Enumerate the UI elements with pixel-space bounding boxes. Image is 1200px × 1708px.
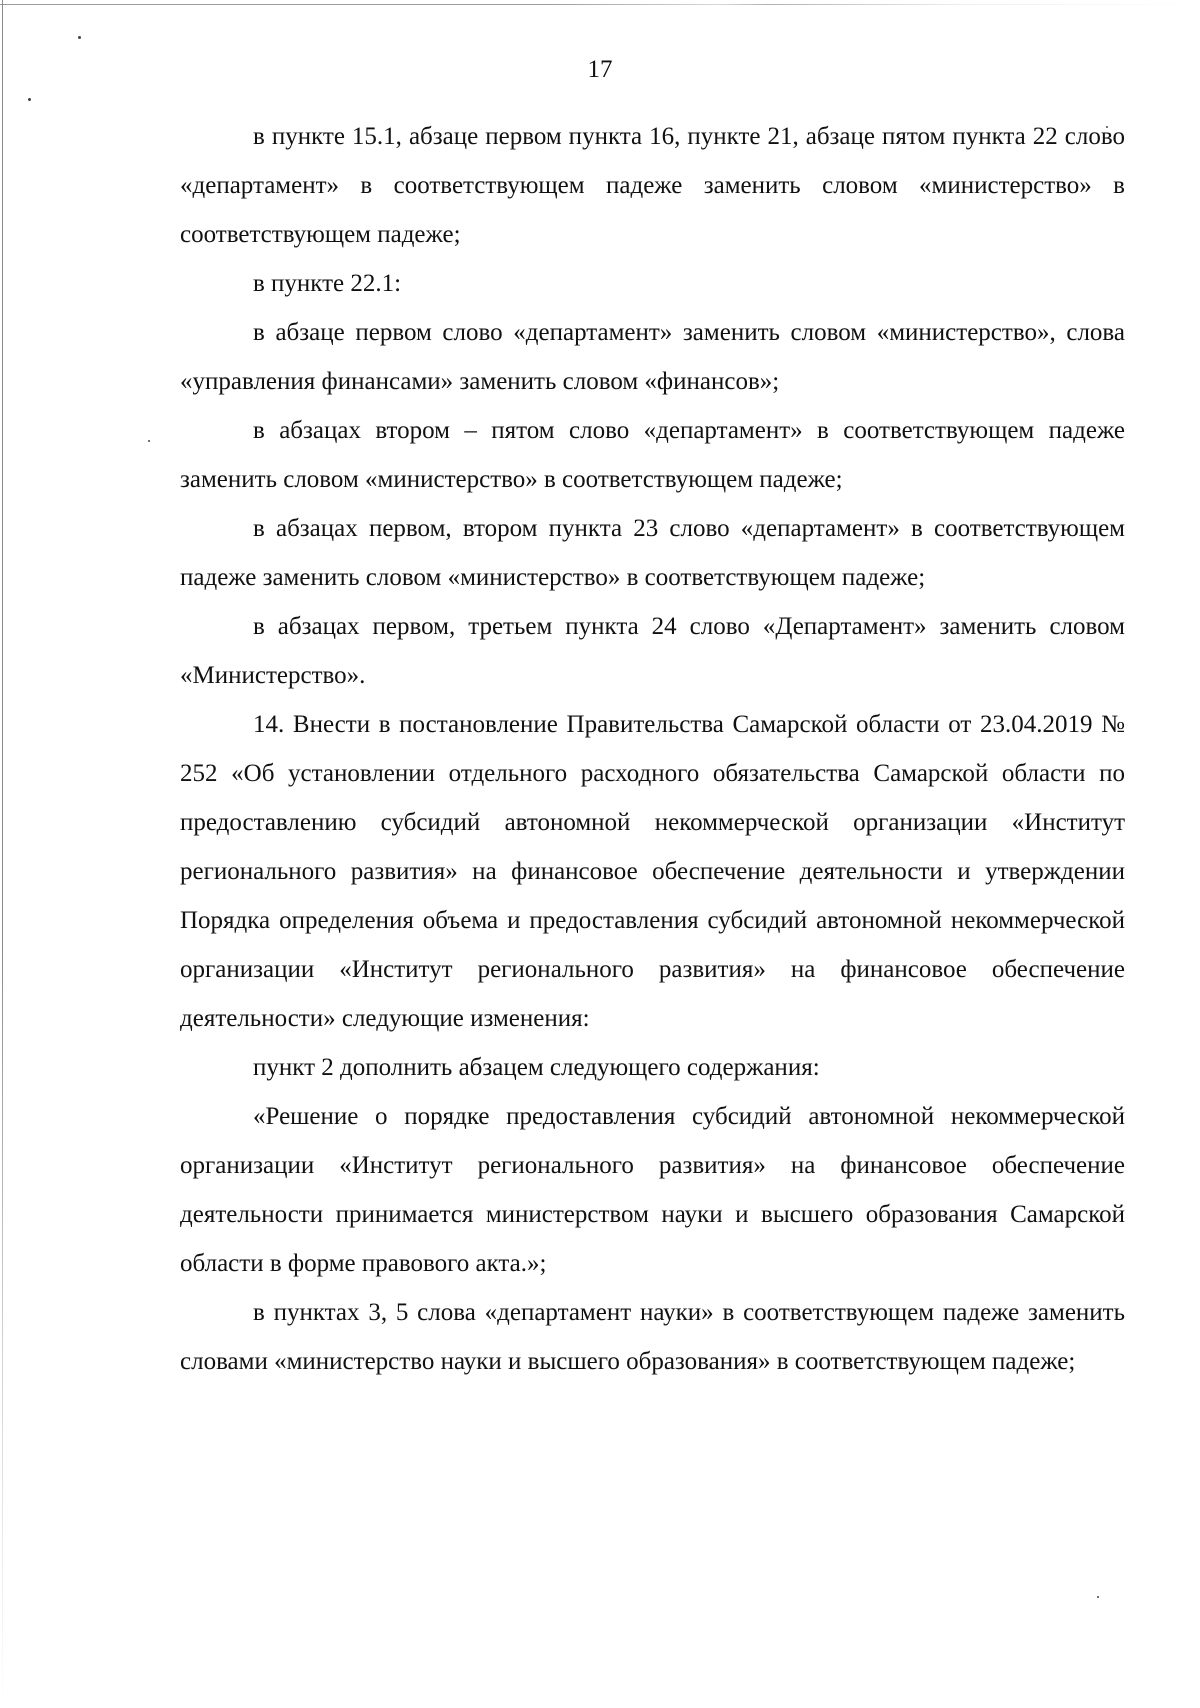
scan-edge-top (0, 4, 1200, 5)
scan-speck (78, 36, 81, 39)
scan-speck (28, 98, 31, 101)
paragraph: пункт 2 дополнить абзацем следующего содержания: (253, 1054, 820, 1081)
paragraph: в абзаце первом слово «департамент» заменить словом «министерство», слова «управления финансами» заменить словом «финансов»; (180, 319, 1125, 395)
scan-edge-left (2, 0, 3, 1708)
paragraph: в абзацах первом, втором пункта 23 слово «департамент» в соответствующем падеже заменить словом «министерство» в соответствующем падеже; (180, 515, 1125, 591)
paragraph: в пункте 22.1: (253, 270, 402, 297)
paragraph: в абзацах первом, третьем пункта 24 слово «Департамент» заменить словом «Министерство». (180, 613, 1125, 689)
scan-speck (1097, 1596, 1099, 1598)
paragraph: в пунктах 3, 5 слова «департамент науки» в соответствующем падеже заменить словами «министерство науки и высшего образования» в соответствующем падеже; (180, 1299, 1125, 1375)
scan-speck (148, 440, 150, 442)
paragraph: 14. Внести в постановление Правительства Самарской области от 23.04.2019 № 252 «Об установлении отдельного расходного обязательства Самарской области по предоставлению субсидий автономной некоммерческой организации «Институт регионального развития» на финансовое обеспечение деятельности и утверждении Порядка определения объема и предоставления субсидий автономной некоммерческой организации «Институт регионального развития» на финансовое обеспечение деятельности» следующие изменения: (180, 711, 1125, 1032)
paragraph: «Решение о порядке предоставления субсидий автономной некоммерческой организации «Институт регионального развития» на финансовое обеспечение деятельности принимается министерством науки и высшего образования Самарской области в форме правового акта.»; (180, 1103, 1125, 1277)
page-number: 17 (587, 56, 613, 83)
document-body (180, 112, 1125, 1386)
paragraph: в пункте 15.1, абзаце первом пункта 16, пункте 21, абзаце пятом пункта 22 слово «департамент» в соответствующем падеже заменить словом «министерство» в соответствующем падеже; (180, 123, 1125, 248)
paragraph: в абзацах втором – пятом слово «департамент» в соответствующем падеже заменить словом «министерство» в соответствующем падеже; (180, 417, 1125, 493)
